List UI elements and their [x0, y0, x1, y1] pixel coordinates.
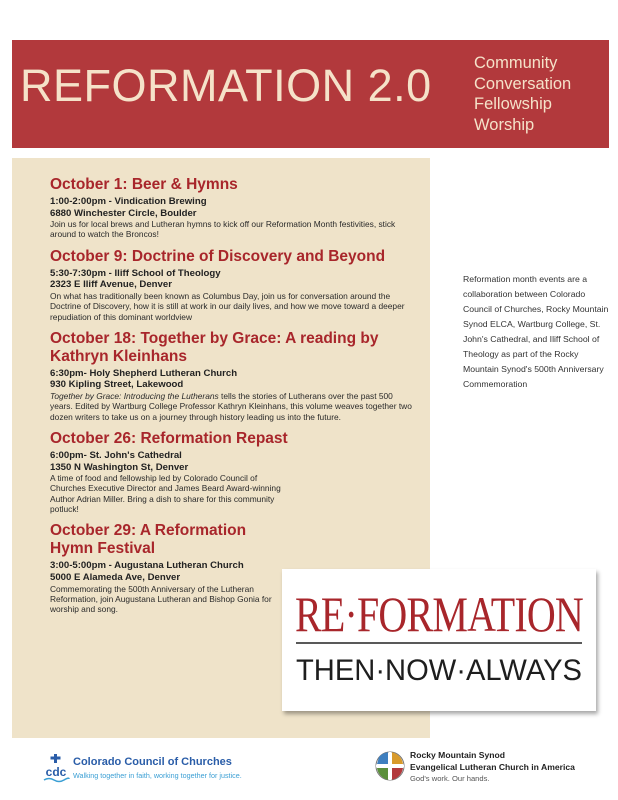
banner-tags — [474, 53, 571, 135]
elca-cross-icon — [374, 748, 406, 784]
tag-conversation: Conversation — [474, 74, 572, 93]
ccc-logo — [42, 754, 242, 789]
reformation-logo — [282, 569, 596, 711]
event-reformation-repast — [50, 430, 415, 514]
event-description: Join us for local brews and Lutheran hymns to kick off our Reformation Month festivities, stick around to watch the Broncos! — [50, 219, 396, 240]
event-address: 5000 E Alameda Ave, Denver — [50, 571, 181, 583]
event-heading: October 18: Together by Grace: A reading by Kathryn Kleinhans — [50, 329, 379, 365]
event-heading: October 1: Beer & Hymns — [50, 176, 238, 193]
event-description — [50, 391, 415, 422]
rms-name: Rocky Mountain Synod — [410, 750, 506, 760]
event-time: 3:00-5:00pm - Augustana Lutheran Church — [50, 560, 244, 572]
elca-tagline: God's work. Our hands. — [410, 774, 490, 783]
event-heading: October 26: Reformation Repast — [50, 429, 288, 447]
event-description: Commemorating the 500th Anniversary of the Lutheran Reformation, join Augustana Lutheran and Bishop Gonia for worship and song. — [50, 583, 272, 615]
book-title: Together by Grace: Introducing the Lutherans — [50, 391, 219, 402]
rms-logo — [374, 748, 575, 789]
tag-community: Community — [474, 54, 558, 72]
event-description-text: tells the stories of Lutherans over the past 500 years. Edited by Wartburg College Professor Kathryn Kleinhans, this volume weaves together two dozen writers to take us on a journey through history leading us into the future. — [50, 391, 412, 422]
event-heading: October 9: Doctrine of Discovery and Beyond — [50, 247, 386, 265]
event-address: 6880 Winchester Circle, Boulder — [50, 207, 197, 219]
event-time: 5:30-7:30pm - Iliff School of Theology — [50, 267, 221, 279]
collaboration-note: Reformation month events are a collaboration between Colorado Council of Churches, Rocky Mountain Synod ELCA, Wartburg College, St. John's Cathedral, and Iliff School of Theology as part of the Rocky Mountain Synod's 500th Anniversary Commemoration — [463, 274, 609, 389]
event-heading: October 29: A Reformation Hymn Festival — [50, 522, 247, 558]
tag-fellowship: Fellowship — [474, 95, 552, 113]
event-description: A time of food and fellowship led by Colorado Council of Churches Executive Director and James Beard Award-winning Author Adrian Miller. Bring a dish to share for this community potluck! — [50, 473, 281, 515]
event-address: 2323 E Iliff Avenue, Denver — [50, 279, 172, 291]
svg-text:cdc: cdc — [45, 765, 67, 779]
elca-name: Evangelical Lutheran Church in America — [410, 762, 575, 772]
event-description: On what has traditionally been known as Columbus Day, join us for conversation around the Doctrine of Discovery, how it is still at work in our daily lives, and how we move toward a deeper repudiation of this dominant worldview — [50, 290, 405, 322]
tag-worship: Worship — [474, 115, 535, 134]
ccc-tagline: Walking together in faith, working together for justice. — [73, 771, 242, 780]
event-beer-hymns — [50, 176, 415, 240]
event-address: 1350 N Washington St, Denver — [50, 461, 189, 473]
event-time: 1:00-2:00pm - Vindication Brewing — [50, 196, 207, 207]
event-address: 930 Kipling Street, Lakewood — [50, 379, 184, 391]
events-list — [50, 176, 415, 622]
ccc-name: Colorado Council of Churches — [73, 756, 232, 768]
event-time: 6:00pm- St. John's Cathedral — [50, 449, 182, 461]
logo-tagline: THEN·NOW·ALWAYS — [296, 654, 582, 687]
logo-wordmark: RE·FORMATION — [295, 586, 583, 642]
event-time: 6:30pm- Holy Shepherd Lutheran Church — [50, 367, 238, 379]
event-doctrine-discovery — [50, 248, 415, 322]
event-together-by-grace — [50, 330, 415, 422]
banner-title: REFORMATION 2.0 — [20, 60, 432, 111]
ccc-cross-wave-icon — [42, 754, 70, 784]
reformation-logo-art — [282, 569, 596, 711]
